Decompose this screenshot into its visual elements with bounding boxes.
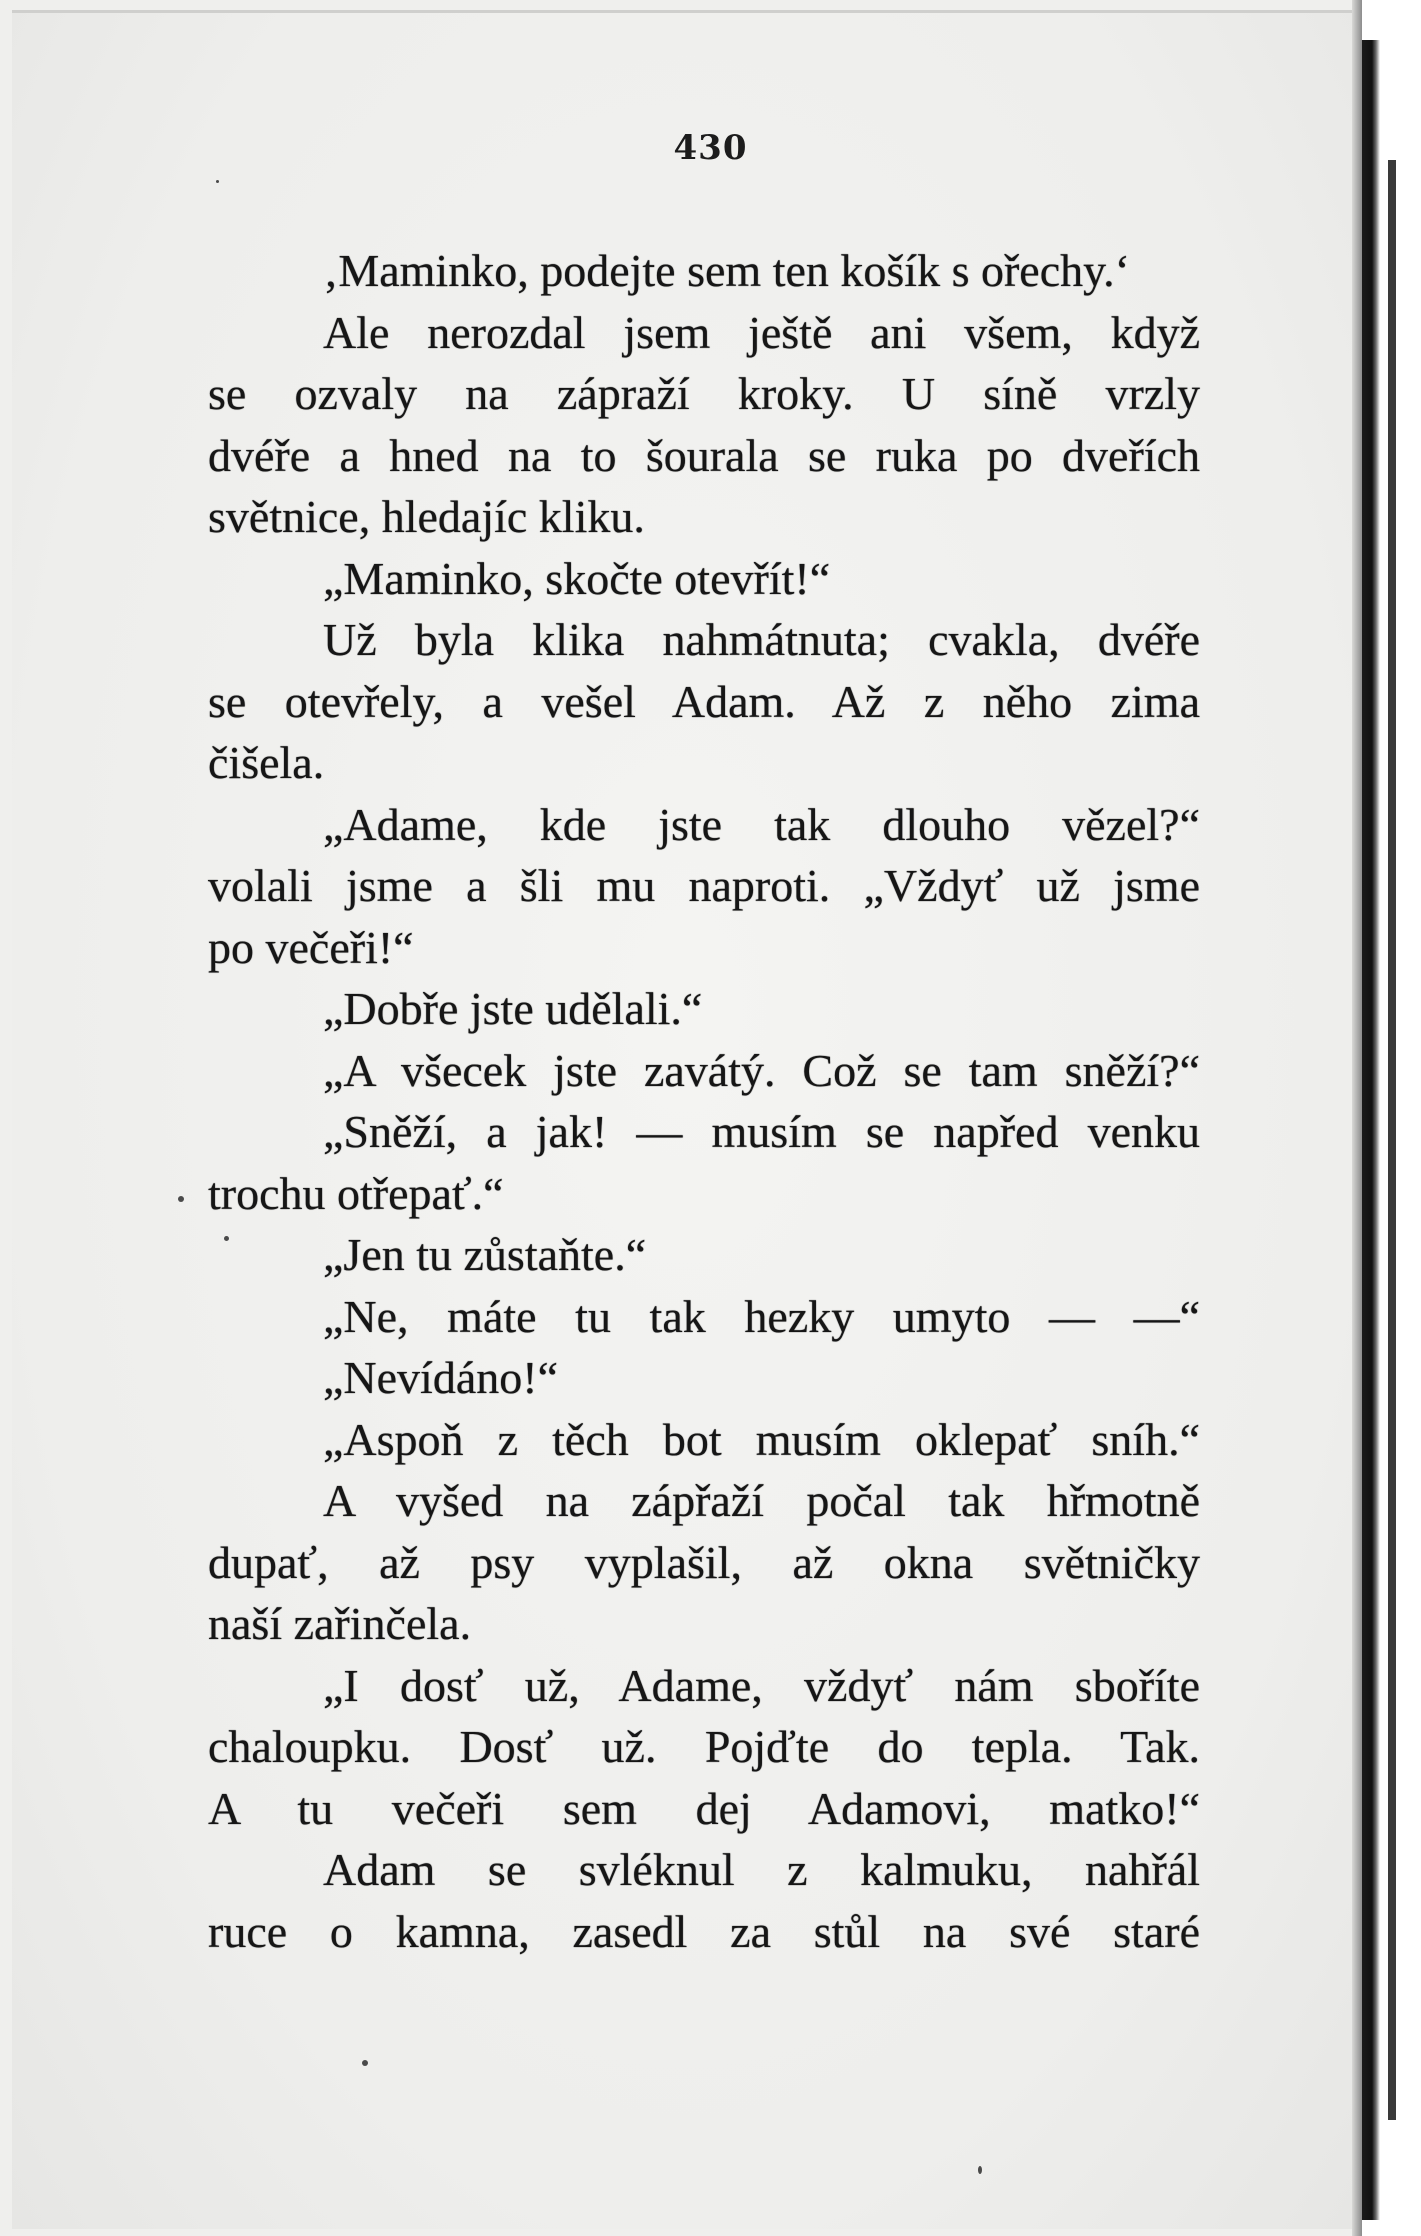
text-line: Už byla klika nahmátnuta; cvakla, dvéře (323, 614, 1200, 665)
text-line: „Jen tu zůstaňte.“ (323, 1229, 647, 1280)
text-line: „Dobře jste udělali.“ (323, 983, 703, 1034)
text-line: „A všecek jste zavátý. Což se tam sněží?“ (323, 1044, 1200, 1096)
text-line: světnice, hledajíc kliku. (208, 491, 645, 542)
text-line: „Nevídáno!“ (323, 1352, 558, 1403)
print-speck (224, 1236, 229, 1241)
text-line: trochu otřepať.“ (208, 1167, 504, 1219)
text-line: „Sněží, a jak! — musím se napřed venku (323, 1106, 1200, 1157)
text-line: po večeři!“ (208, 921, 414, 973)
print-speck (216, 180, 219, 183)
text-line: se otevřely, a vešel Adam. Až z něho zima (208, 675, 1200, 727)
text-line: „Maminko, skočte otevřít!“ (323, 552, 831, 604)
text-line: Ale nerozdal jsem ještě ani všem, když (323, 306, 1200, 358)
text-line: „Ne, máte tu tak hezky umyto — —“ (323, 1290, 1200, 1342)
text-line: „I dosť už, Adame, vždyť nám sboříte (323, 1659, 1200, 1711)
text-line: A tu večeři sem dej Adamovi, matko!“ (208, 1782, 1200, 1834)
binding-edge-inner (1388, 160, 1396, 2120)
text-line: „Aspoň z těch bot musím oklepať sníh.“ (323, 1413, 1200, 1465)
text-line: „Adame, kde jste tak dlouho vězel?“ (323, 798, 1200, 850)
text-line: dvéře a hned na to šourala se ruka po dveřích (208, 429, 1200, 481)
text-line: A vyšed na zápřaží počal tak hřmotně (323, 1475, 1200, 1526)
text-line: Adam se svléknul z kalmuku, nahřál (323, 1844, 1200, 1895)
text-line: naší zařinčela. (208, 1598, 472, 1649)
text-line: dupať, až psy vyplašil, až okna světničky (208, 1536, 1200, 1588)
page-edge-shadow (1352, 0, 1362, 2236)
text-line: se ozvaly na zápraží kroky. U síně vrzly (208, 368, 1200, 419)
print-speck (362, 2060, 368, 2066)
text-line: ‚Maminko, podejte sem ten košík s ořechy.‘ (323, 245, 1130, 296)
text-line: čišela. (208, 737, 325, 788)
binding-edge-dark (1362, 40, 1380, 2220)
text-line: ruce o kamna, zasedl za stůl na své staré (208, 1905, 1200, 1957)
body-text (208, 240, 1200, 1962)
print-speck (178, 1196, 184, 1202)
text-line: chaloupku. Dosť už. Pojďte do tepla. Tak. (208, 1721, 1200, 1772)
print-speck (978, 2166, 982, 2174)
page-number: 430 (673, 128, 748, 168)
text-line: volali jsme a šli mu naproti. „Vždyť už jsme (208, 860, 1200, 911)
